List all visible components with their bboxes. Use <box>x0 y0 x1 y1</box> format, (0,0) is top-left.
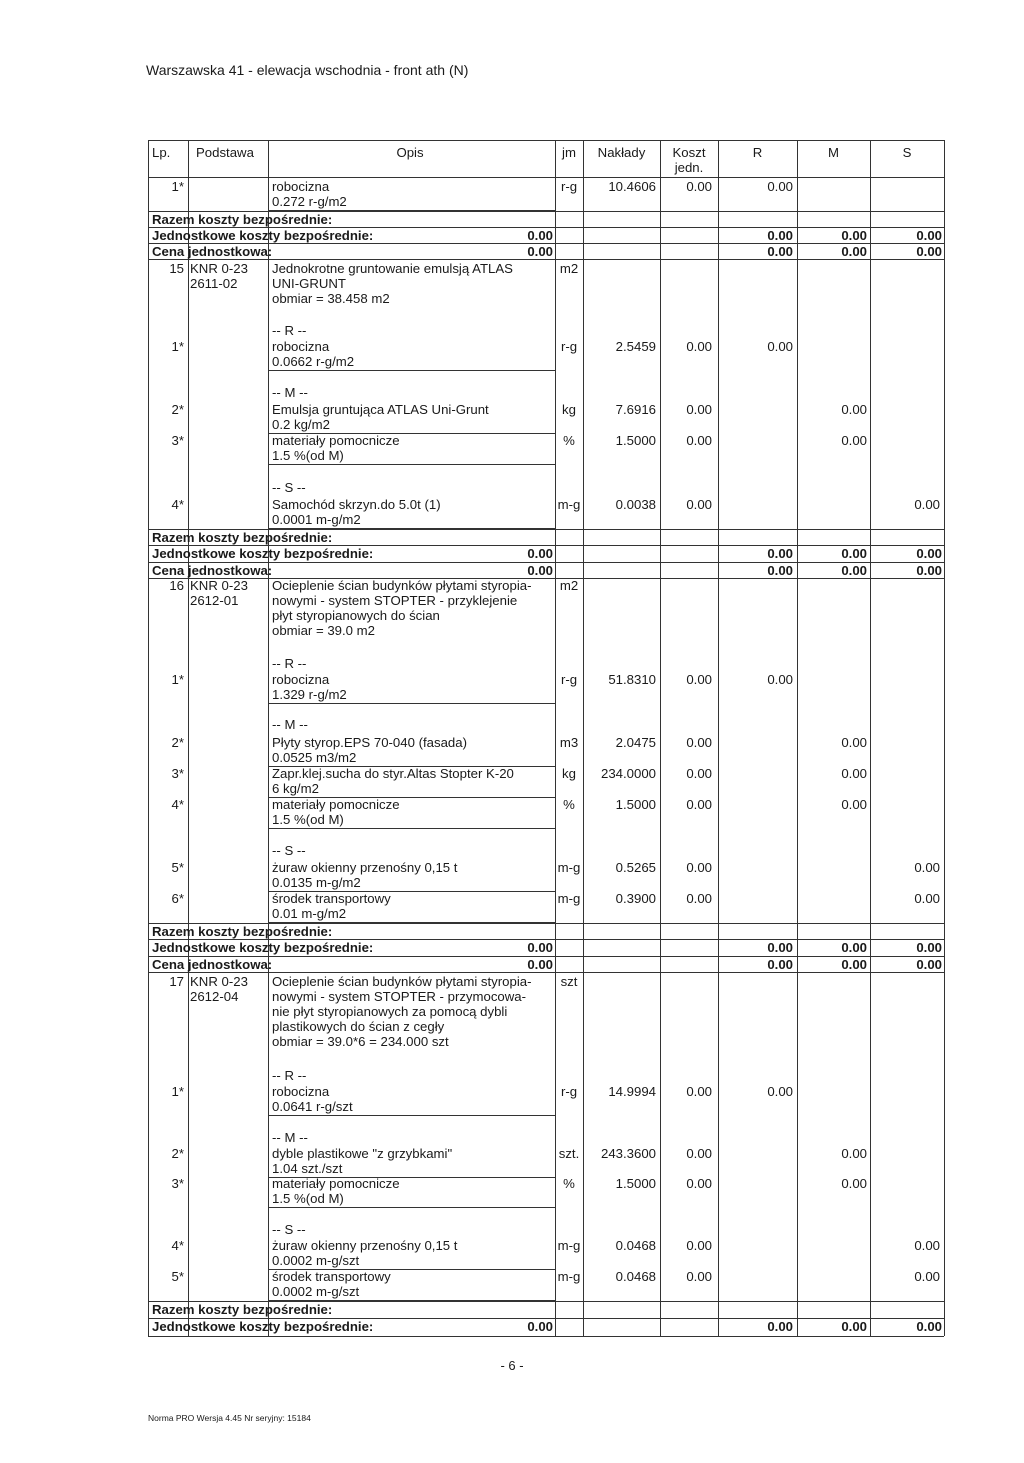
resource-norm: 0.0662 r-g/m2 <box>272 354 355 369</box>
resource-norm: 0.0002 m-g/szt <box>272 1253 360 1268</box>
summary-s-value: 0.00 <box>916 563 942 578</box>
unit: m-g <box>557 497 581 512</box>
position-basis: KNR 0-23 <box>190 578 248 593</box>
unit-price-label: Cena jednostkowa: <box>152 563 273 578</box>
position-basis: 2612-01 <box>190 593 239 608</box>
summary-s-value: 0.00 <box>916 957 942 972</box>
position-description: Ocieplenie ścian budynków płytami styropia- <box>272 578 532 593</box>
unit-cost-value: 0.00 <box>686 433 712 448</box>
summary-total-value: 0.00 <box>527 957 553 972</box>
unit: % <box>563 433 575 448</box>
header-opis: Opis <box>396 145 424 160</box>
header-naklady: Nakłady <box>597 145 646 160</box>
unit-direct-costs-label: Jednostkowe koszty bezpośrednie: <box>152 940 374 955</box>
unit: r-g <box>560 672 578 687</box>
summary-m-value: 0.00 <box>841 228 867 243</box>
unit: m-g <box>557 891 581 906</box>
position-basis: KNR 0-23 <box>190 974 248 989</box>
item-number: 1* <box>171 1084 184 1099</box>
unit: szt. <box>558 1146 580 1161</box>
labour-cost-value: 0.00 <box>767 339 793 354</box>
item-number: 2* <box>171 735 184 750</box>
quantity-value: 0.0468 <box>615 1269 656 1284</box>
resource-norm: 0.272 r-g/m2 <box>272 194 347 209</box>
position-unit: m2 <box>559 261 579 276</box>
position-number: 15 <box>169 261 184 276</box>
summary-m-value: 0.00 <box>841 957 867 972</box>
resource-name: materiały pomocnicze <box>272 433 400 448</box>
item-number: 3* <box>171 766 184 781</box>
quantity-value: 7.6916 <box>615 402 656 417</box>
row-divider <box>268 703 555 704</box>
resource-norm: 0.01 m-g/m2 <box>272 906 347 921</box>
quantity-value: 14.9994 <box>608 1084 656 1099</box>
unit: m-g <box>557 1238 581 1253</box>
unit-cost-value: 0.00 <box>686 672 712 687</box>
unit-cost-value: 0.00 <box>686 402 712 417</box>
quantity-value: 1.5000 <box>615 1176 656 1191</box>
resource-name: robocizna <box>272 1084 330 1099</box>
item-number: 3* <box>171 1176 184 1191</box>
summary-total-value: 0.00 <box>527 228 553 243</box>
resource-group-header: -- S -- <box>272 1222 306 1237</box>
labour-cost-value: 0.00 <box>767 672 793 687</box>
unit: kg <box>562 766 576 781</box>
summary-m-value: 0.00 <box>841 940 867 955</box>
resource-norm: 1.04 szt./szt <box>272 1161 343 1176</box>
summary-total-value: 0.00 <box>527 1319 553 1334</box>
summary-s-value: 0.00 <box>916 228 942 243</box>
col-sep-koszt <box>718 140 719 1336</box>
summary-r-value: 0.00 <box>767 228 793 243</box>
labour-cost-value: 0.00 <box>767 179 793 194</box>
resource-name: dyble plastikowe "z grzybkami" <box>272 1146 453 1161</box>
quantity-value: 0.0468 <box>615 1238 656 1253</box>
resource-name: materiały pomocnicze <box>272 797 400 812</box>
row-divider <box>268 828 555 829</box>
unit-cost-value: 0.00 <box>686 1269 712 1284</box>
direct-costs-label: Razem koszty bezpośrednie: <box>152 1302 333 1317</box>
resource-group-header: -- R -- <box>272 656 307 671</box>
resource-name: Zapr.klej.sucha do styr.Altas Stopter K-20 <box>272 766 514 781</box>
material-cost-value: 0.00 <box>841 766 867 781</box>
header-jm: jm <box>562 145 576 160</box>
item-number: 5* <box>171 1269 184 1284</box>
item-number: 3* <box>171 433 184 448</box>
quantity-value: 2.5459 <box>615 339 656 354</box>
resource-norm: 0.0525 m3/m2 <box>272 750 357 765</box>
unit-cost-value: 0.00 <box>686 497 712 512</box>
unit-cost-value: 0.00 <box>686 1176 712 1191</box>
col-sep-lp <box>188 140 189 1336</box>
direct-costs-label: Razem koszty bezpośrednie: <box>152 924 333 939</box>
summary-r-value: 0.00 <box>767 546 793 561</box>
resource-norm: 0.0002 m-g/szt <box>272 1284 360 1299</box>
resource-norm: 1.329 r-g/m2 <box>272 687 347 702</box>
summary-total-value: 0.00 <box>527 563 553 578</box>
position-description: obmiar = 38.458 m2 <box>272 291 390 306</box>
unit-cost-value: 0.00 <box>686 179 712 194</box>
position-description: nowymi - system STOPTER - przyklejenie <box>272 593 518 608</box>
summary-m-value: 0.00 <box>841 546 867 561</box>
equipment-cost-value: 0.00 <box>914 1238 940 1253</box>
col-sep-m <box>870 140 871 1336</box>
unit-direct-costs-label: Jednostkowe koszty bezpośrednie: <box>152 228 374 243</box>
resource-name: żuraw okienny przenośny 0,15 t <box>272 860 458 875</box>
position-description: nie płyt styropianowych za pomocą dybli <box>272 1004 508 1019</box>
header-podstawa: Podstawa <box>196 145 254 160</box>
summary-r-value: 0.00 <box>767 563 793 578</box>
quantity-value: 0.3900 <box>615 891 656 906</box>
item-number: 4* <box>171 1238 184 1253</box>
unit: m-g <box>557 1269 581 1284</box>
header-koszt: Koszt <box>672 145 706 160</box>
resource-name: robocizna <box>272 672 330 687</box>
summary-s-value: 0.00 <box>916 1319 942 1334</box>
item-number: 6* <box>171 891 184 906</box>
unit-cost-value: 0.00 <box>686 735 712 750</box>
unit-cost-value: 0.00 <box>686 766 712 781</box>
unit-price-label: Cena jednostkowa: <box>152 244 273 259</box>
table-right-border <box>944 140 945 1336</box>
equipment-cost-value: 0.00 <box>914 1269 940 1284</box>
item-number: 2* <box>171 1146 184 1161</box>
summary-total-value: 0.00 <box>527 546 553 561</box>
resource-norm: 0.0135 m-g/m2 <box>272 875 361 890</box>
quantity-value: 1.5000 <box>615 433 656 448</box>
summary-m-value: 0.00 <box>841 1319 867 1334</box>
quantity-value: 234.0000 <box>600 766 656 781</box>
unit-price-label: Cena jednostkowa: <box>152 957 273 972</box>
page-number: - 6 - <box>500 1358 524 1373</box>
quantity-value: 243.3600 <box>600 1146 656 1161</box>
position-description: nowymi - system STOPTER - przymocowa- <box>272 989 527 1004</box>
resource-name: Emulsja gruntująca ATLAS Uni-Grunt <box>272 402 489 417</box>
position-basis: KNR 0-23 <box>190 261 248 276</box>
row-divider <box>268 1207 555 1208</box>
resource-group-header: -- S -- <box>272 480 306 495</box>
resource-group-header: -- M -- <box>272 385 308 400</box>
summary-r-value: 0.00 <box>767 1319 793 1334</box>
header-m: M <box>828 145 839 160</box>
item-number: 1* <box>171 672 184 687</box>
quantity-value: 2.0475 <box>615 735 656 750</box>
item-number: 4* <box>171 497 184 512</box>
material-cost-value: 0.00 <box>841 433 867 448</box>
col-sep-base <box>268 140 269 1336</box>
row-divider <box>268 370 555 371</box>
position-unit: szt <box>560 974 578 989</box>
position-description: UNI-GRUNT <box>272 276 346 291</box>
software-footer: Norma PRO Wersja 4.45 Nr seryjny: 15184 <box>148 1413 311 1423</box>
position-basis: 2611-02 <box>190 276 238 291</box>
unit: kg <box>562 402 576 417</box>
quantity-value: 10.4606 <box>608 179 656 194</box>
header-jedn: jedn. <box>674 160 704 175</box>
resource-group-header: -- M -- <box>272 717 308 732</box>
summary-r-value: 0.00 <box>767 940 793 955</box>
document-title: Warszawska 41 - elewacja wschodnia - front ath (N) <box>146 62 469 78</box>
resource-norm: 0.2 kg/m2 <box>272 417 330 432</box>
resource-group-header: -- R -- <box>272 323 307 338</box>
summary-m-value: 0.00 <box>841 563 867 578</box>
header-s: S <box>902 145 912 160</box>
summary-s-value: 0.00 <box>916 244 942 259</box>
position-description: Ocieplenie ścian budynków płytami styropia- <box>272 974 532 989</box>
quantity-value: 0.0038 <box>615 497 656 512</box>
summary-bottom-border <box>148 578 944 579</box>
item-number: 5* <box>171 860 184 875</box>
unit: r-g <box>560 179 578 194</box>
unit: % <box>563 1176 575 1191</box>
resource-norm: 1.5 %(od M) <box>272 1191 344 1206</box>
summary-bottom-border <box>148 259 944 260</box>
unit: r-g <box>560 1084 578 1099</box>
material-cost-value: 0.00 <box>841 797 867 812</box>
material-cost-value: 0.00 <box>841 1176 867 1191</box>
resource-norm: 0.0001 m-g/m2 <box>272 512 361 527</box>
unit-cost-value: 0.00 <box>686 1084 712 1099</box>
unit: m-g <box>557 860 581 875</box>
position-basis: 2612-04 <box>190 989 239 1004</box>
summary-m-value: 0.00 <box>841 244 867 259</box>
resource-group-header: -- M -- <box>272 1130 308 1145</box>
resource-group-header: -- S -- <box>272 843 306 858</box>
unit-cost-value: 0.00 <box>686 1146 712 1161</box>
position-description: płyt styropianowych do ścian <box>272 608 440 623</box>
resource-name: żuraw okienny przenośny 0,15 t <box>272 1238 458 1253</box>
unit-direct-costs-label: Jednostkowe koszty bezpośrednie: <box>152 546 374 561</box>
summary-r-value: 0.00 <box>767 244 793 259</box>
equipment-cost-value: 0.00 <box>914 891 940 906</box>
material-cost-value: 0.00 <box>841 1146 867 1161</box>
quantity-value: 51.8310 <box>608 672 656 687</box>
item-number: 1* <box>171 339 184 354</box>
resource-norm: 6 kg/m2 <box>272 781 319 796</box>
unit: % <box>563 797 575 812</box>
position-number: 16 <box>169 578 184 593</box>
direct-costs-label: Razem koszty bezpośrednie: <box>152 530 333 545</box>
resource-name: Samochód skrzyn.do 5.0t (1) <box>272 497 441 512</box>
resource-norm: 1.5 %(od M) <box>272 812 344 827</box>
summary-s-value: 0.00 <box>916 940 942 955</box>
resource-name: robocizna <box>272 179 330 194</box>
row-divider <box>268 464 555 465</box>
resource-name: środek transportowy <box>272 891 391 906</box>
item-number: 1* <box>171 179 184 194</box>
equipment-cost-value: 0.00 <box>914 860 940 875</box>
resource-norm: 1.5 %(od M) <box>272 448 344 463</box>
resource-name: materiały pomocnicze <box>272 1176 400 1191</box>
summary-total-value: 0.00 <box>527 940 553 955</box>
header-r: R <box>752 145 763 160</box>
unit-direct-costs-label: Jednostkowe koszty bezpośrednie: <box>152 1319 374 1334</box>
quantity-value: 1.5000 <box>615 797 656 812</box>
resource-name: robocizna <box>272 339 330 354</box>
summary-bottom-border <box>148 972 944 973</box>
resource-group-header: -- R -- <box>272 1068 307 1083</box>
resource-name: Płyty styrop.EPS 70-040 (fasada) <box>272 735 467 750</box>
position-number: 17 <box>169 974 184 989</box>
unit-cost-value: 0.00 <box>686 891 712 906</box>
material-cost-value: 0.00 <box>841 735 867 750</box>
unit-cost-value: 0.00 <box>686 797 712 812</box>
row-divider <box>268 1115 555 1116</box>
quantity-value: 0.5265 <box>615 860 656 875</box>
summary-s-value: 0.00 <box>916 546 942 561</box>
summary-r-value: 0.00 <box>767 957 793 972</box>
unit: m3 <box>559 735 579 750</box>
labour-cost-value: 0.00 <box>767 1084 793 1099</box>
position-unit: m2 <box>559 578 579 593</box>
summary-total-value: 0.00 <box>527 244 553 259</box>
unit: r-g <box>560 339 578 354</box>
unit-cost-value: 0.00 <box>686 1238 712 1253</box>
resource-norm: 0.0641 r-g/szt <box>272 1099 353 1114</box>
header-lp: Lp. <box>152 145 171 160</box>
item-number: 2* <box>171 402 184 417</box>
resource-name: środek transportowy <box>272 1269 391 1284</box>
table-bottom-border <box>148 1336 944 1337</box>
item-number: 4* <box>171 797 184 812</box>
direct-costs-label: Razem koszty bezpośrednie: <box>152 212 333 227</box>
position-description: obmiar = 39.0 m2 <box>272 623 375 638</box>
position-description: Jednokrotne gruntowanie emulsją ATLAS <box>272 261 513 276</box>
equipment-cost-value: 0.00 <box>914 497 940 512</box>
unit-cost-value: 0.00 <box>686 339 712 354</box>
position-description: plastikowych do ścian z cegły <box>272 1019 445 1034</box>
unit-cost-value: 0.00 <box>686 860 712 875</box>
material-cost-value: 0.00 <box>841 402 867 417</box>
position-description: obmiar = 39.0*6 = 234.000 szt <box>272 1034 449 1049</box>
